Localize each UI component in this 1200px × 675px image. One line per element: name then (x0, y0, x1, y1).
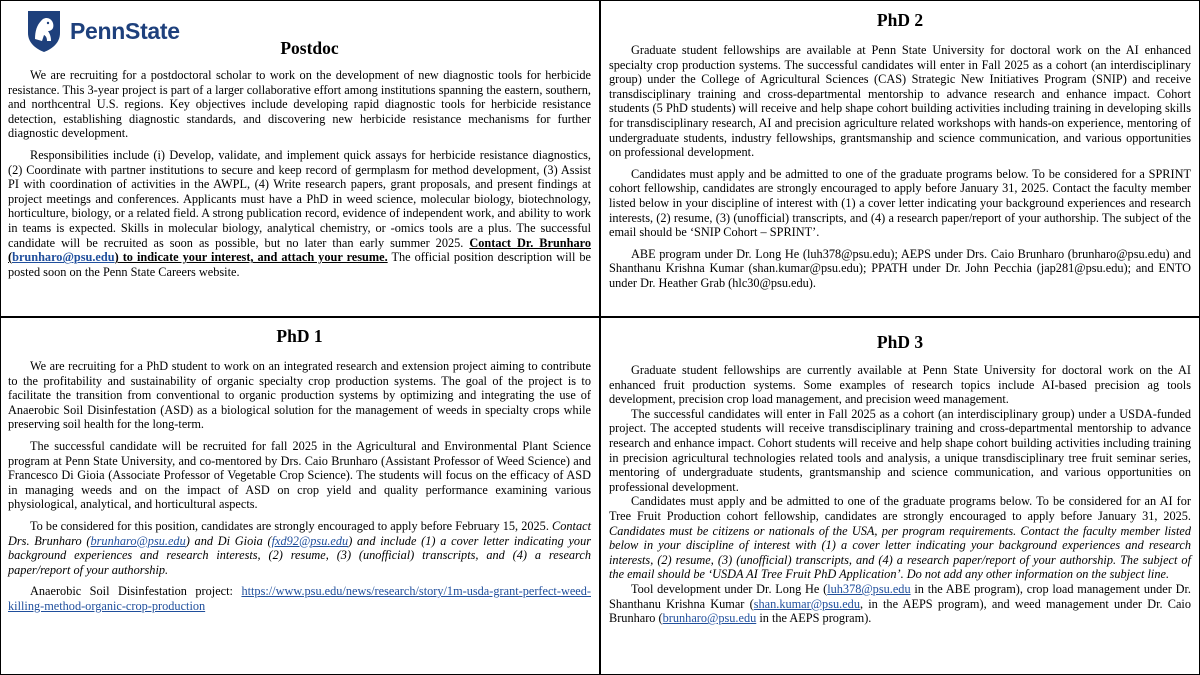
phd3-contact-part-c: , in the AEPS program), and weed management under Dr. Caio Brunharo ( (609, 596, 1191, 626)
phd3-paragraph-1: Graduate student fellowships are currently available at Penn State University for doctoral work on the AI enhanced fruit production systems. Some examples of research topics include AI-based precision ag tools development, precision crop load management, and precision weed management. (609, 363, 1191, 407)
phd3-deadline-text: Candidates must apply and be admitted to one of the graduate programs below. To be considered for an AI for Tree Fruit Production cohort fellowship, candidates are strongly encouraged to apply before January 31, 2025. (609, 494, 1191, 523)
phd1-paragraph-3 (8, 519, 591, 577)
nittany-lion-shield-icon (26, 9, 62, 53)
logo-wordmark: PennState (70, 17, 180, 44)
phd3-email-he-link[interactable]: luh378@psu.edu (827, 581, 911, 596)
phd2-panel (601, 0, 1200, 316)
postdoc-title: Postdoc (280, 38, 339, 58)
phd2-title: PhD 2 (876, 10, 924, 30)
phd1-contact-prefix: Contact Drs. Brunharo ( (8, 518, 591, 548)
postdoc-email-link[interactable]: brunharo@psu.edu (12, 250, 115, 265)
phd3-contact-instructions: Candidates must be citizens or nationals of the USA, per program requirements. Contact the faculty member listed below in your discipline of interest with (1) a cover letter indicating your background experiences and research interests, (2) resume, (3) (unofficial) transcripts, and (4) a research paper/report of your authorship. The subject of the email should be ‘USDA AI Tree Fruit PhD Application’. Do not add any other information on the subject line. (609, 523, 1191, 582)
phd3-paragraph-2: The successful candidates will enter in Fall 2025 as a cohort (an interdisciplinary group) under a USDA-funded project. The accepted students will receive transdisciplinary training and cross-departmental mentorship to advance research and enhance impact. Cohort students will receive and help shape cohort building activities including training in precision agricultural technologies related tools and analysis, a unique transdisciplinary tree fruit seminar series, mentoring of undergraduate students, grantsmanship and science communication, and various opportunities on professional development. (609, 406, 1191, 494)
phd3-paragraph-4 (609, 582, 1191, 626)
phd3-paragraph-3 (609, 494, 1191, 582)
phd3-contact-part-a: Tool development under Dr. Long He ( (631, 581, 828, 596)
phd1-project-url-link[interactable]: https://www.psu.edu/news/research/story/1m-usda-grant-perfect-weed-killing-method-organic-crop-production (8, 584, 591, 613)
phd2-paragraph-2: Candidates must apply and be admitted to one of the graduate programs below. To be considered for a SPRINT cohort fellowship, candidates are strongly encouraged to apply before January 31, 2025. Contact the faculty member listed below in your discipline of interest with (1) a cover letter indicating your background experiences and research interests, (2) resume, (3) (unofficial) transcripts, and (4) a research paper/report of your authorship. The subject of the email should be ‘SNIP Cohort – SPRINT’. (609, 166, 1191, 240)
phd1-title: PhD 1 (276, 326, 323, 346)
phd1-contact-middle: ) and Di Gioia ( (185, 533, 272, 548)
phd3-contact-part-b: in the ABE program), crop load management under Dr. Shanthanu Krishna Kumar ( (609, 581, 1191, 611)
postdoc-contact-suffix: ) to indicate your interest, and attach your resume. (114, 250, 388, 265)
phd3-title: PhD 3 (876, 332, 924, 352)
phd1-email-brunharo-link[interactable]: brunharo@psu.edu (90, 533, 186, 548)
phd3-email-kumar-link[interactable]: shan.kumar@psu.edu (753, 596, 860, 611)
phd1-paragraph-1: We are recruiting for a PhD student to work on an integrated research and extension project aiming to contribute to the profitability and sustainability of organic specialty crop production systems. The goal of the project is to facilitate the transition from conventional to organic production systems by optimizing and integrating the use of Anaerobic Soil Disinfestation (ASD) as a biological solution for the management of weeds in specialty crops while preserving soil health for the long-term. (8, 359, 591, 432)
postdoc-paragraph-2 (8, 148, 591, 279)
phd1-contact-suffix: ) and include (1) a cover letter indicating your background experiences and research interests, (2) resume, (3) (unofficial) transcripts, and (4) a research paper/report of your authorship. (8, 533, 592, 577)
phd1-email-digioia-link[interactable]: fxd92@psu.edu (271, 533, 349, 548)
phd3-panel (601, 318, 1200, 675)
phd1-paragraph-2: The successful candidate will be recruited for fall 2025 in the Agricultural and Environmental Plant Science program at Penn State University, and co-mentored by Drs. Caio Brunharo (Assistant Professor of Weed Science) and Francesco Di Gioia (Associate Professor of Vegetable Crop Science). The students will focus on the efficacy of ASD in managing weeds and on the impact of ASD on crop yield and quality performance examining various physiological, analytical, and horticultural aspects. (8, 438, 591, 512)
phd1-project-label: Anaerobic Soil Disinfestation project: (30, 584, 242, 599)
phd2-paragraph-3: ABE program under Dr. Long He (luh378@psu.edu); AEPS under Drs. Caio Brunharo (brunharo@psu.edu) and Shanthanu Krishna Kumar (shan.kumar@psu.edu); PPATH under Dr. John Pecchia (jap281@psu.edu); and ENTO under Dr. Heather Grab (hlc30@psu.edu). (609, 246, 1191, 290)
postdoc-paragraph-1: We are recruiting for a postdoctoral scholar to work on the development of new diagnostic tools for herbicide resistance. This 3-year project is part of a larger collaborative effort among institutions spanning the eastern, southern, and northcentral U.S. regions. Key objectives include developing rapid diagnostic tools for herbicide resistance detection, establishing diagnostic standards, and discovering new herbicide resistance mechanisms for further diagnostic development. (8, 68, 591, 141)
phd1-project-paragraph (8, 584, 591, 613)
phd2-paragraph-1: Graduate student fellowships are available at Penn State University for doctoral work on the AI enhanced specialty crop production systems. The successful candidates will enter in Fall 2025 as a cohort (an interdisciplinary group) under the College of Agricultural Sciences (CAS) Strategic New Initiatives Program (SNIP) and receive transdisciplinary training and cross-departmental mentorship to advance research and enhance impact. Cohort students (5 PhD students) will receive and help shape cohort building activities including training in developing skills for transdisciplinary research, AI and precision agriculture related workshops with hands-on experience, mentoring of undergraduate students, industry fellowships, grantsmanship and science communication, and various opportunities on professional development. (609, 43, 1191, 160)
phd1-deadline-text: To be considered for this position, candidates are strongly encouraged to apply before February 15, 2025. (30, 518, 553, 533)
phd3-email-brunharo-link[interactable]: brunharo@psu.edu (662, 611, 757, 626)
pennstate-logo (26, 9, 180, 53)
postdoc-responsibilities-text: Responsibilities include (i) Develop, validate, and implement quick assays for herbicide resistance diagnostics, (2) Coordinate with partner institutions to secure and keep record of germplasm for method development, (3) Assist PI with coordination of activities in the AWPL, (4) Write research papers, grant proposals, and present findings at project meetings and conferences. Applicants must have a PhD in weed science, molecular biology, biotechnology, horticulture, biology, or a related field. A strong publication record, evidence of independent work, and ability to work in teams is expected. Skills in molecular biology, analytical chemistry, or -omics tools are a plus. The successful candidate will be recruited as soon as possible, but no later than early summer 2025. (8, 147, 591, 250)
postdoc-contact-prefix: Contact Dr. Brunharo ( (8, 235, 591, 265)
postdoc-panel (0, 0, 599, 316)
postdoc-careers-note: The official position description will be posted soon on the Penn State Careers website. (8, 250, 591, 279)
phd1-panel (0, 318, 599, 675)
phd3-contact-part-d: in the AEPS program). (756, 611, 872, 626)
